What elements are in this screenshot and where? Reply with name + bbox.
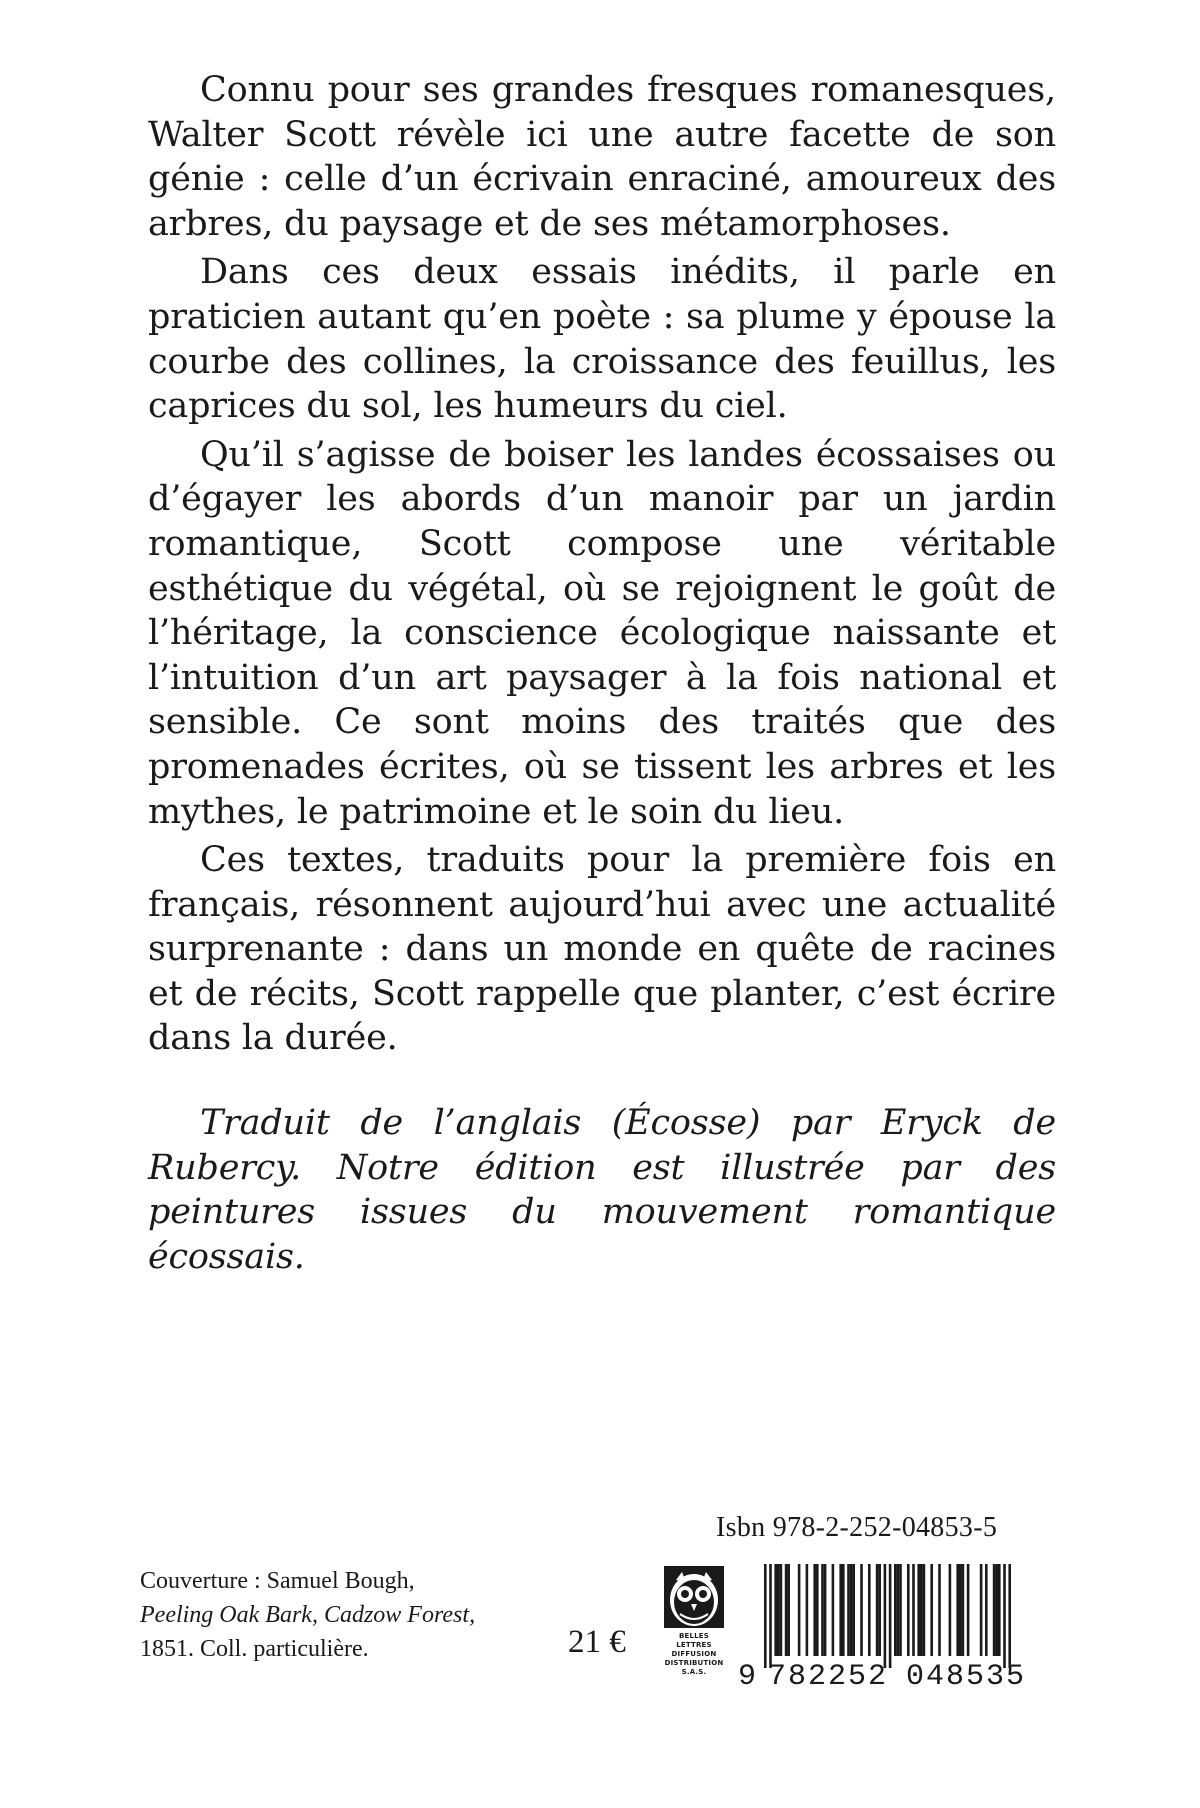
cover-credit-line: Couverture : Samuel Bough, xyxy=(140,1568,415,1594)
barcode-bar xyxy=(806,1564,809,1656)
barcode-bar xyxy=(959,1564,962,1656)
publisher-name-line: DISTRIBUTION xyxy=(664,1659,724,1667)
barcode-bar xyxy=(930,1564,933,1656)
barcode-bar xyxy=(876,1564,879,1656)
translation-credit: Traduit de l’anglais (Écosse) par Eryck de Rubercy. Notre édition est illustrée par des peintures issues du mouvement romantique écossais. xyxy=(148,1103,1056,1277)
barcode-bar xyxy=(956,1564,959,1656)
barcode-bar xyxy=(816,1564,819,1656)
barcode-bar xyxy=(949,1564,952,1656)
barcode-bar xyxy=(787,1564,790,1656)
barcode-bar xyxy=(824,1564,827,1656)
barcode-bar xyxy=(889,1564,892,1668)
barcode-bar xyxy=(894,1564,897,1656)
barcode-bar xyxy=(769,1564,772,1668)
barcode-bar xyxy=(923,1564,926,1656)
barcode-bar xyxy=(985,1564,988,1656)
ean13-barcode xyxy=(734,1562,1044,1688)
publisher-name-line: BELLES LETTRES xyxy=(676,1632,712,1649)
publisher-name-line: DIFFUSION xyxy=(671,1650,717,1658)
barcode-bar xyxy=(920,1564,923,1656)
cover-credit-artwork-title: Peeling Oak Bark, Cadzow Forest, xyxy=(140,1602,476,1628)
barcode-bar xyxy=(884,1564,887,1668)
barcode-bar xyxy=(980,1564,983,1656)
barcode-bar xyxy=(852,1564,855,1656)
barcode-bar xyxy=(917,1564,920,1656)
barcode-bar xyxy=(878,1564,881,1656)
barcode-right-digits: 048535 xyxy=(906,1660,1024,1688)
blurb-paragraph: Qu’il s’agisse de boiser les landes écossaises ou d’égayer les abords d’un manoir par un jardin romantique, Scott compose une véritable esthétique du végétal, où se rejoignent le goût de l’héritage, la conscience écologique naissante et l’intuition d’un art paysager à la fois national et sensible. Ce sont moins des traités que des promenades écrites, où se tissent les arbres et les mythes, le patrimoine et le soin du lieu. xyxy=(148,434,1056,832)
barcode-bar xyxy=(839,1564,842,1656)
barcode-bar xyxy=(777,1564,780,1656)
barcode-bar xyxy=(1003,1564,1006,1668)
cover-credit xyxy=(140,1564,560,1666)
barcode-bar xyxy=(798,1564,801,1656)
barcode-bar xyxy=(821,1564,824,1656)
barcode-bar xyxy=(832,1564,835,1656)
barcode-bar xyxy=(912,1564,915,1656)
barcode-bar xyxy=(899,1564,902,1656)
barcode-bar xyxy=(993,1564,996,1656)
cover-credit-line: 1851. Coll. particulière. xyxy=(140,1636,369,1662)
blurb-paragraph: Dans ces deux essais inédits, il parle en praticien autant qu’en poète : sa plume y épouse la courbe des collines, la croissance des feuillus, les caprices du sol, les humeurs du ciel. xyxy=(148,252,1056,427)
barcode-bar xyxy=(785,1564,788,1656)
barcode-bar xyxy=(847,1564,850,1656)
blurb-paragraph: Ces textes, traduits pour la première fois en français, résonnent aujourd’hui avec une actualité surprenante : dans un monde en quête de racines et de récits, Scott rappelle que planter, c’est écrire dans la durée. xyxy=(148,840,1056,1059)
barcode-bars xyxy=(764,1564,1011,1668)
barcode-first-digit: 9 xyxy=(738,1660,757,1688)
barcode-bar xyxy=(813,1564,816,1656)
barcode-bar xyxy=(860,1564,863,1656)
barcode-bar xyxy=(998,1564,1001,1656)
barcode-bar xyxy=(907,1564,910,1656)
barcode-bar xyxy=(842,1564,845,1656)
barcode-bar xyxy=(962,1564,965,1656)
barcode-bar xyxy=(780,1564,783,1656)
blurb-paragraph: Connu pour ses grandes fresques romanesques, Walter Scott révèle ici une autre facette de son génie : celle d’un écrivain enraciné, amoureux des arbres, du paysage et de ses métamorphoses. xyxy=(148,70,1056,244)
isbn-label: Isbn 978-2-252-04853-5 xyxy=(716,1512,998,1543)
back-cover-blurb xyxy=(148,68,1056,1283)
barcode-bar xyxy=(764,1564,767,1668)
barcode-bar xyxy=(967,1564,970,1656)
barcode-bar xyxy=(995,1564,998,1656)
barcode-bar xyxy=(1008,1564,1011,1668)
barcode-bar xyxy=(868,1564,871,1656)
barcode-bar xyxy=(938,1564,941,1656)
barcode-bar xyxy=(897,1564,900,1656)
barcode-bar xyxy=(774,1564,777,1656)
publisher-name-line: S.A.S. xyxy=(681,1668,707,1676)
barcode-bar xyxy=(850,1564,853,1656)
barcode-left-digits: 782252 xyxy=(768,1660,886,1688)
publisher-name xyxy=(662,1632,726,1677)
price-label: 21 € xyxy=(568,1624,626,1660)
